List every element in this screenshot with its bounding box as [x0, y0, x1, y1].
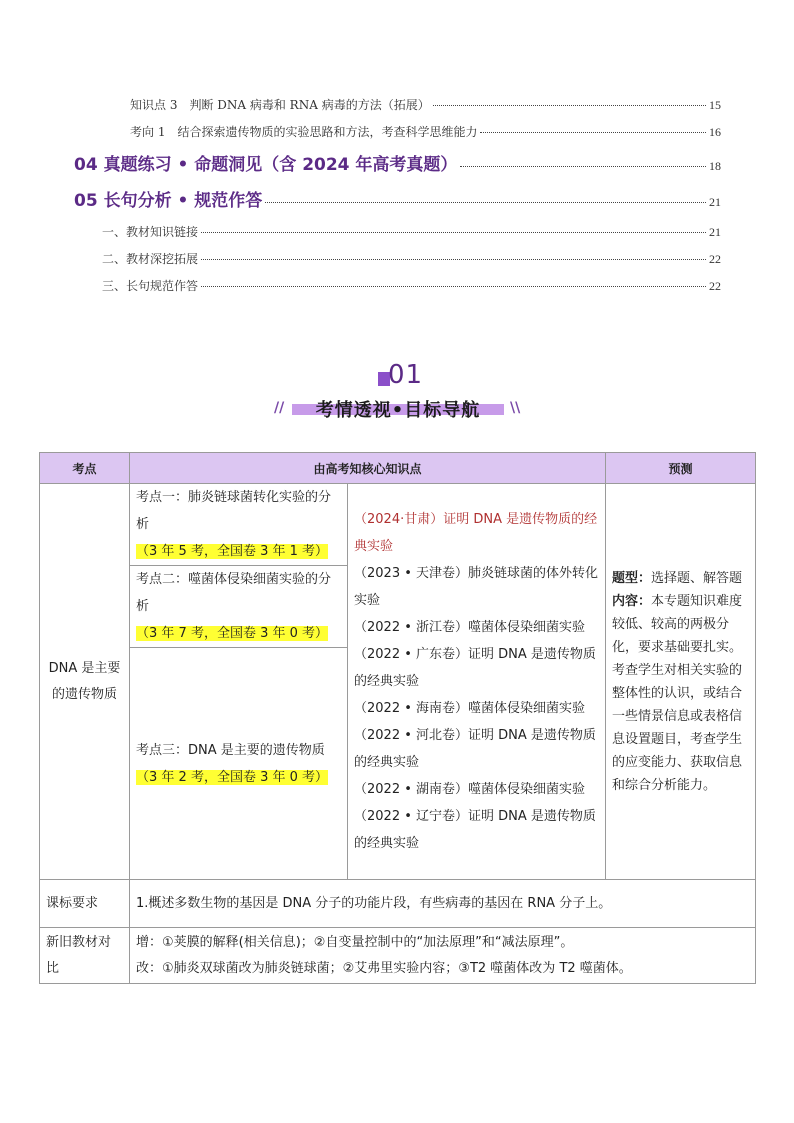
- dot-leader: [480, 132, 706, 133]
- prediction-content-value: 本专题知识难度较低、较高的两极分化，要求基础要扎实。考查学生对相关实验的整体性的认识，或结合一些情景信息或表格信息设置题目，考查学生的应变能力、获取信息和综合分析能力。: [612, 593, 743, 793]
- toc-entry[interactable]: [74, 150, 721, 175]
- toc-entry-page: 15: [709, 98, 721, 112]
- dot-leader: [201, 232, 706, 233]
- topic-text: DNA 是主要的遗传物质: [48, 660, 121, 702]
- prediction-cell: [606, 484, 756, 880]
- prediction-type-value: 选择题、解答题: [651, 570, 743, 586]
- kaodian-cell: [130, 484, 348, 566]
- toc-entry[interactable]: [102, 277, 721, 294]
- exam-analysis-table: [39, 452, 756, 984]
- exam-text: 肺炎链球菌的体外转化实验: [354, 566, 599, 608]
- header-core-knowledge: 由高考知核心知识点: [130, 453, 606, 484]
- header-kaodian: 考点: [40, 453, 130, 484]
- kaodian-cell: [130, 566, 348, 648]
- compare-add: 增：①荚膜的解释(相关信息)；②自变量控制中的“加法原理”和“减法原理”。: [136, 934, 574, 950]
- exam-text: 证明 DNA 是遗传物质的经典实验: [354, 512, 598, 554]
- compare-label-cell: [40, 928, 130, 984]
- exam-text: 噬菌体侵染细菌实验: [468, 782, 586, 797]
- section-title-bar: [292, 396, 504, 421]
- kaodian-text: 考点二：噬菌体侵染细菌实验的分析: [136, 572, 332, 614]
- toc-entry-page: 22: [709, 279, 721, 293]
- compare-change: 改：①肺炎双球菌改为肺炎链球菌；②艾弗里实验内容；③T2 噬菌体改为 T2 噬菌体。: [136, 960, 632, 976]
- toc-entry[interactable]: [74, 186, 721, 211]
- left-slash-decoration: //: [274, 400, 285, 416]
- exam-item: [354, 614, 599, 641]
- toc-entry-label: 二、教材深挖拓展: [102, 252, 199, 266]
- exam-text: 噬菌体侵染细菌实验: [468, 701, 586, 716]
- exam-source: （2022 • 浙江卷）: [354, 620, 469, 635]
- exam-source: （2023 • 天津卷）: [354, 566, 469, 581]
- kaodian-stat: （3 年 7 考，全国卷 3 年 0 考）: [136, 626, 329, 641]
- section-title: 考情透视•目标导航: [315, 400, 481, 421]
- kaodian-cell: [130, 648, 348, 880]
- kaodian-text: 考点一：肺炎链球菌转化实验的分析: [136, 490, 332, 532]
- dot-leader: [201, 286, 706, 287]
- exam-item: [354, 722, 599, 776]
- kaodian-stat: （3 年 2 考，全国卷 3 年 0 考）: [136, 769, 329, 785]
- exam-source: （2022 • 广东卷）: [354, 647, 469, 662]
- toc-entry-page: 21: [709, 225, 721, 239]
- exam-text: 证明 DNA 是遗传物质的经典实验: [354, 647, 596, 689]
- section-heading: [270, 360, 530, 422]
- exam-source: （2022 • 辽宁卷）: [354, 809, 469, 824]
- toc-entry-label: 一、教材知识链接: [102, 225, 199, 239]
- exam-text: 证明 DNA 是遗传物质的经典实验: [354, 809, 596, 851]
- exam-source: （2022 • 河北卷）: [354, 728, 469, 743]
- curriculum-text: 1.概述多数生物的基因是 DNA 分子的功能片段，有些病毒的基因在 RNA 分子上。: [136, 895, 612, 911]
- dot-leader: [265, 202, 706, 203]
- curriculum-label: 课标要求: [46, 895, 99, 911]
- compare-text-cell: [130, 928, 756, 984]
- toc-entry[interactable]: [102, 250, 721, 267]
- exam-item: [354, 641, 599, 695]
- exam-item: [354, 803, 599, 857]
- prediction-content-label: 内容：: [612, 593, 652, 609]
- exam-text: 证明 DNA 是遗传物质的经典实验: [354, 728, 596, 770]
- toc-entry-label: 三、长句规范作答: [102, 279, 199, 293]
- exam-source: （2022 • 海南卷）: [354, 701, 469, 716]
- compare-label: 新旧教材对比: [46, 934, 112, 976]
- exam-item: [354, 695, 599, 722]
- section-number: 01: [388, 360, 424, 390]
- toc-entry-page: 18: [709, 159, 721, 173]
- toc-entry[interactable]: [130, 123, 721, 140]
- exam-item: [354, 560, 599, 614]
- curriculum-text-cell: [130, 880, 756, 928]
- dot-leader: [201, 259, 706, 260]
- toc-entry-label: 知识点 3 判断 DNA 病毒和 RNA 病毒的方法（拓展）: [130, 98, 430, 112]
- curriculum-label-cell: [40, 880, 130, 928]
- kaodian-stat: （3 年 5 考，全国卷 3 年 1 考）: [136, 544, 329, 559]
- exam-text: 噬菌体侵染细菌实验: [468, 620, 586, 635]
- prediction-type-label: 题型：: [612, 570, 652, 586]
- kaodian-text: 考点三：DNA 是主要的遗传物质: [136, 742, 325, 758]
- toc-entry[interactable]: [130, 96, 721, 113]
- dot-leader: [433, 105, 706, 106]
- topic-cell: [40, 484, 130, 880]
- toc-entry-label: 05 长句分析 • 规范作答: [74, 191, 263, 211]
- exam-item: [354, 506, 599, 560]
- exam-source: （2024·甘肃）: [354, 512, 444, 527]
- exam-item: [354, 776, 599, 803]
- header-prediction: 预测: [606, 453, 756, 484]
- dot-leader: [460, 166, 706, 167]
- toc-entry-page: 21: [709, 195, 721, 209]
- toc-entry-page: 16: [709, 125, 721, 139]
- toc-entry-label: 04 真题练习 • 命题洞见（含 2024 年高考真题）: [74, 155, 458, 175]
- toc-entry-page: 22: [709, 252, 721, 266]
- exam-source: （2022 • 湖南卷）: [354, 782, 469, 797]
- right-slash-decoration: \\: [510, 400, 521, 416]
- exam-list-cell: [348, 484, 606, 880]
- toc-entry-label: 考向 1 结合探索遗传物质的实验思路和方法，考查科学思维能力: [130, 125, 478, 139]
- toc-entry[interactable]: [102, 223, 721, 240]
